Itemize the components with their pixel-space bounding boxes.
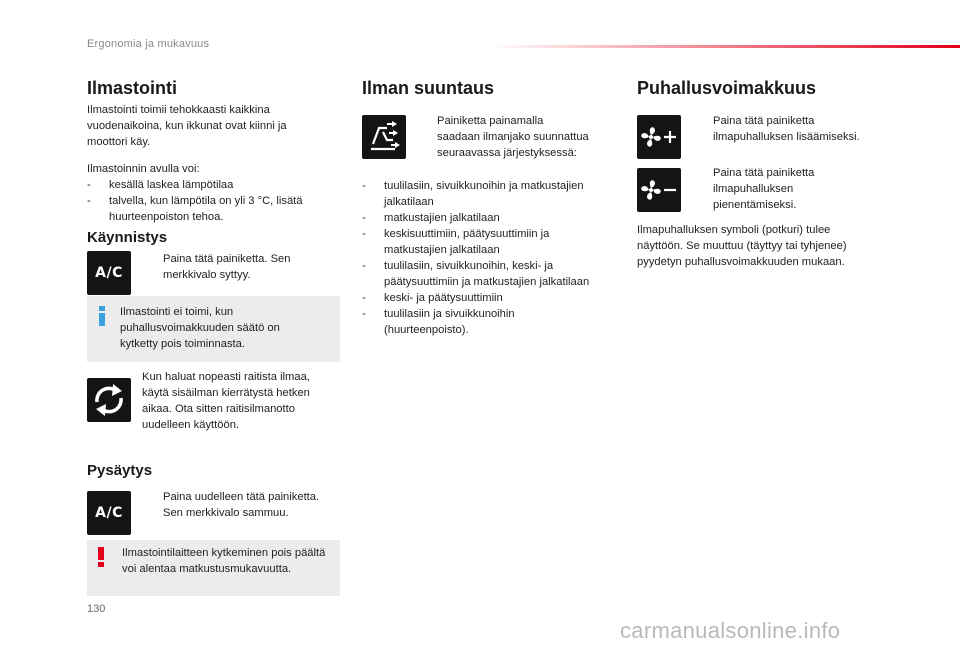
fan-decrease-text: Paina tätä painiketta ilmapuhalluksen pienentämiseksi. bbox=[713, 167, 815, 211]
ac-button-icon bbox=[87, 491, 131, 535]
kaynnistys-title: Käynnistys bbox=[87, 229, 168, 246]
list-item: - keski- ja päätysuuttimiin bbox=[362, 292, 503, 304]
ac-button-icon bbox=[87, 251, 131, 295]
recirculation-icon bbox=[87, 378, 131, 422]
air-distribution-icon bbox=[362, 115, 406, 159]
ilman-suuntaus-step: Painiketta painamalla saadaan ilmanjako suunnattua seuraavassa järjestyksessä: bbox=[437, 115, 589, 159]
puhallus-title: Puhallusvoimakkuus bbox=[637, 78, 817, 98]
list-item: - matkustajien jalkatilaan bbox=[362, 212, 500, 224]
warning-icon bbox=[96, 547, 106, 567]
fan-increase-icon bbox=[637, 115, 681, 159]
ac-icon-label: A/C bbox=[95, 505, 123, 521]
list-item: - talvella, kun lämpötila on yli 3 °C, lisätä huurteenpoiston tehoa. bbox=[87, 195, 303, 223]
recirculation-text: Kun haluat nopeasti raitista ilmaa, käytä sisäilman kierrätystä hetken aikaa. Ota sitten raitisilmanotto uudelleen käyttöön. bbox=[142, 371, 310, 431]
list-item: - keskisuuttimiin, päätysuuttimiin ja matkustajien jalkatilaan bbox=[362, 228, 550, 256]
list-item: - tuulilasiin ja sivuikkunoihin (huurteenpoisto). bbox=[362, 308, 515, 336]
pysaytys-title: Pysäytys bbox=[87, 462, 153, 479]
kaynnistys-step: Paina tätä painiketta. Sen merkkivalo syttyy. bbox=[163, 253, 291, 281]
ilmastointi-title: Ilmastointi bbox=[87, 78, 178, 98]
fan-decrease-icon bbox=[637, 168, 681, 212]
section-header: Ergonomia ja mukavuus bbox=[87, 38, 210, 50]
list-item: - tuulilasiin, sivuikkunoihin, keski- ja päätysuuttimiin ja matkustajien jalkatilaan bbox=[362, 260, 590, 288]
header-accent-line bbox=[490, 45, 960, 48]
ilmastointi-uses bbox=[87, 161, 337, 225]
warning-note-text: Ilmastointilaitteen kytkeminen pois päältä voi alentaa matkustusmukavuutta. bbox=[122, 547, 326, 575]
ilmastointi-intro: Ilmastointi toimii tehokkaasti kaikkina vuodenaikoina, kun ikkunat ovat kiinni ja moottori käy. bbox=[87, 104, 287, 148]
watermark: carmanualsonline.info bbox=[620, 618, 841, 643]
ilmastointi-lead: Ilmastoinnin avulla voi: bbox=[87, 163, 200, 175]
info-icon bbox=[95, 306, 109, 326]
list-item: - tuulilasiin, sivuikkunoihin ja matkustajien jalkatilaan bbox=[362, 180, 584, 208]
list-item: - kesällä laskea lämpötilaa bbox=[87, 179, 234, 191]
fan-info-text: Ilmapuhalluksen symboli (potkuri) tulee näyttöön. Se muuttuu (täyttyy tai tyhjenee) pyydetyn puhallusvoimakkuuden mukaan. bbox=[637, 224, 847, 268]
ac-icon-label: A/C bbox=[95, 265, 123, 281]
page-number: 130 bbox=[87, 603, 106, 615]
ilman-suuntaus-title: Ilman suuntaus bbox=[362, 78, 495, 98]
pysaytys-step: Paina uudelleen tätä painiketta. Sen merkkivalo sammuu. bbox=[163, 491, 320, 519]
info-note-text: Ilmastointi ei toimi, kun puhallusvoimakkuuden säätö on kytketty pois toiminnasta. bbox=[120, 306, 280, 350]
fan-increase-text: Paina tätä painiketta ilmapuhalluksen lisäämiseksi. bbox=[713, 115, 860, 143]
ilman-suuntaus-list bbox=[362, 178, 612, 338]
